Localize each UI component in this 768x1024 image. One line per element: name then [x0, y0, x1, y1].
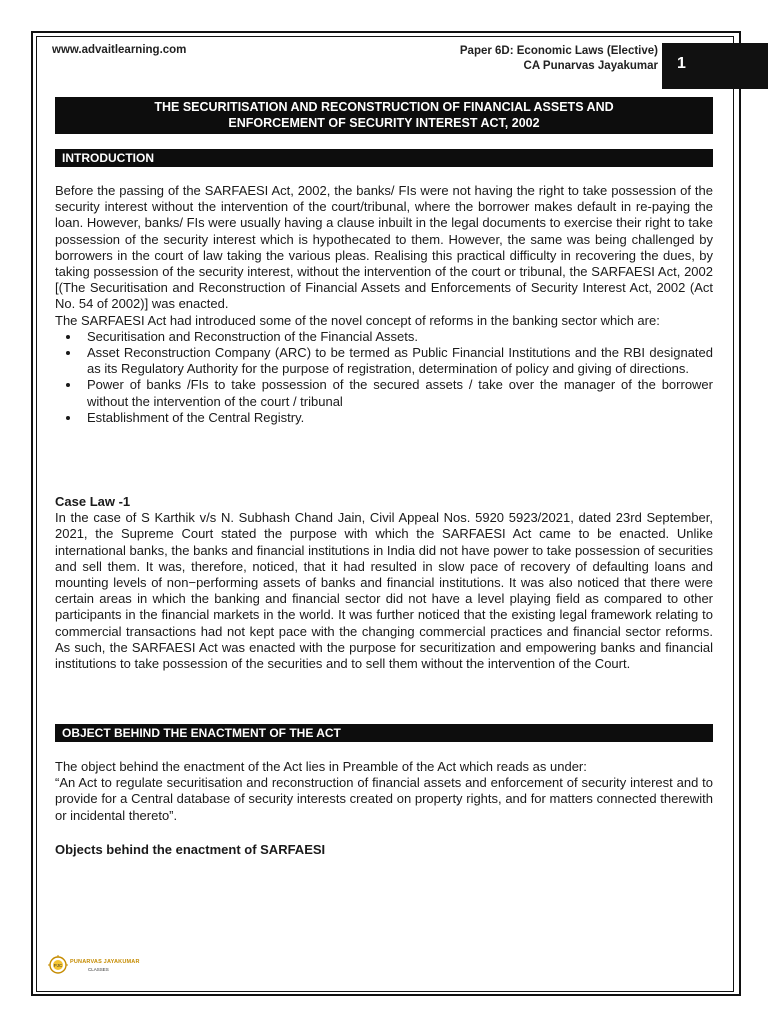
page-header [52, 44, 658, 80]
intro-paragraph-1: Before the passing of the SARFAESI Act, 2002, the banks/ FIs were not having the right to take possession of the security interest without the intervention of the court/tribunal, where the borrower makes default in re-paying the loan. However, banks/ FIs were usually having a clause inbuilt in the legal documents to exercise their right to take possession of the security interest which is hypothecated to them. However, the same was being challenged by borrowers in the court of law taking the various pleas. Realising this practical difficulty in recovering the dues, by taking possession of the security interest, without the intervention of the court or tribunal, the SARFAESI Act, 2002 [(The Securitisation and Reconstruction of Financial Assets and Enforcements of Security Interest Act, 2002 (Act No. 54 of 2002)] was enacted. [55, 183, 713, 312]
objects-subheading: Objects behind the enactment of SARFAESI [55, 842, 326, 857]
section-heading-introduction: INTRODUCTION [55, 149, 713, 167]
reforms-list [55, 329, 713, 426]
page-number-box [662, 43, 768, 89]
site-url[interactable]: www.advaitlearning.com [52, 44, 187, 56]
object-paragraph-2: “An Act to regulate securitisation and reconstruction of financial assets and enforcement of security interest and to provide for a Central database of security interests created on property rights, and for matters connected therewith or incidental thereto”. [55, 775, 713, 823]
objects-subheading-block [55, 842, 713, 858]
case-law-heading: Case Law -1 [55, 494, 131, 509]
paper-title-line1: Paper 6D: Economic Laws (Elective) [459, 45, 658, 57]
logo-name: PUNARVAS JAYAKUMAR [70, 959, 140, 965]
object-paragraph-1: The object behind the enactment of the Act lies in Preamble of the Act which reads as under: [55, 759, 587, 774]
list-item: • Establishment of the Central Registry. [81, 410, 713, 426]
logo-initials: PJC [53, 963, 63, 968]
list-item: • Asset Reconstruction Company (ARC) to be termed as Public Financial Institutions and the RBI designated as its Regulatory Authority for the purpose of registration, determination of policy and giving of directions. [81, 345, 713, 377]
page-number: 1 [677, 55, 686, 72]
intro-paragraph-2: The SARFAESI Act had introduced some of the novel concept of reforms in the banking sector which are: [55, 312, 660, 328]
paper-title-line2: CA Punarvas Jayakumar [523, 60, 658, 72]
list-item: • Power of banks /FIs to take possession of the secured assets / take over the manager of the borrower without the intervention of the court / tribunal [81, 377, 713, 409]
list-item: • Securitisation and Reconstruction of the Financial Assets. [81, 329, 713, 345]
publisher-logo [48, 955, 148, 979]
document-title-line2: ENFORCEMENT OF SECURITY INTEREST ACT, 2002 [228, 116, 540, 130]
document-title-line1: THE SECURITISATION AND RECONSTRUCTION OF FINANCIAL ASSETS AND [154, 100, 614, 114]
section-heading-object: OBJECT BEHIND THE ENACTMENT OF THE ACT [55, 724, 713, 742]
object-body [55, 759, 713, 824]
document-title [55, 97, 713, 134]
introduction-body [55, 183, 713, 426]
logo-subtitle: CLASSES [88, 967, 109, 972]
case-law-block [55, 494, 713, 672]
paper-title [460, 44, 658, 74]
case-law-text: In the case of S Karthik v/s N. Subhash Chand Jain, Civil Appeal Nos. 5920 5923/2021, dated 23rd September, 2021, the Supreme Court stated the purpose with which the SARFAESI Act came to be enacted. Unlike international banks, the banks and financial institutions in India did not have power to take possession of securities and sell them. It was, therefore, noticed, that it had resulted in slow pace of recovery of defaulting loans and mounting levels of non−performing assets of banks and financial institutions. It was also noticed that there were certain areas in which the banking and financial sector did not have a level playing field as compared to other participants in the financial markets in the world. It was further noticed that the existing legal framework relating to commercial transactions had not kept pace with the changing commercial practices and financial sector reforms. As such, the SARFAESI Act was enacted with the purpose for securitization and empowering banks and financial institutions to take possession of the securities and to sell them without the intervention of the Court. [55, 510, 713, 672]
logo-bulb-icon [48, 955, 68, 975]
